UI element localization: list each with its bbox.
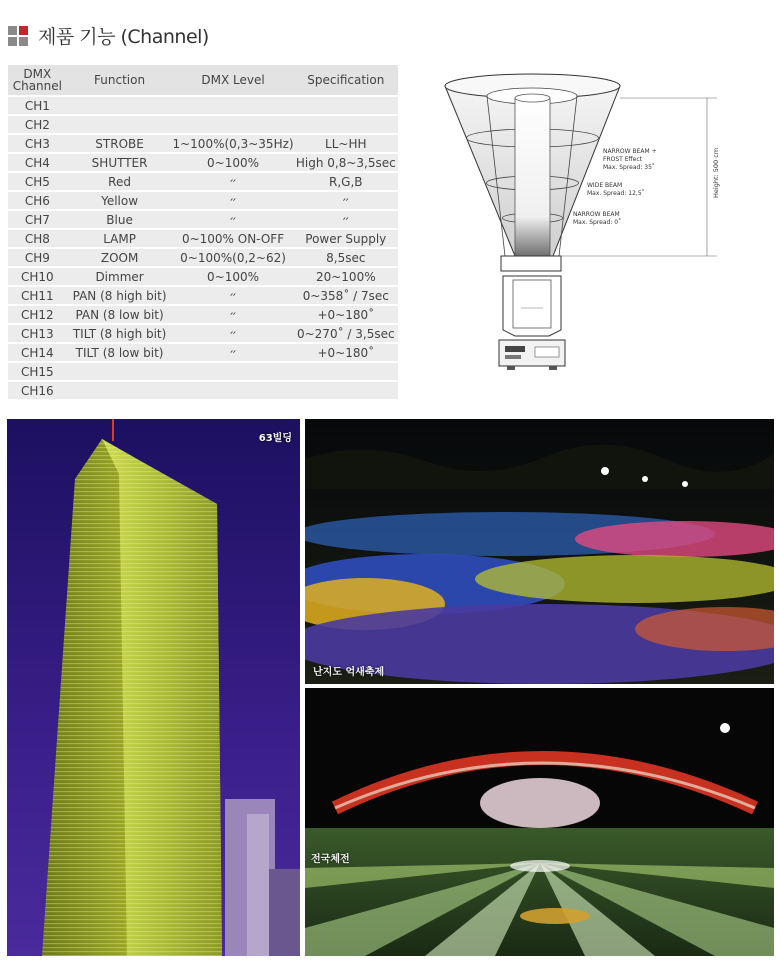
table-row	[8, 211, 398, 228]
beam1-label-line1: NARROW BEAM +	[603, 148, 657, 155]
cell-level	[172, 382, 293, 399]
cell-function: Yellow	[67, 192, 173, 209]
photo-label-building: 63빌딩	[258, 433, 292, 444]
table-row	[8, 268, 398, 285]
cell-channel: CH14	[8, 344, 67, 361]
cell-channel: CH9	[8, 249, 67, 266]
cell-function	[67, 382, 173, 399]
cell-function	[67, 116, 173, 133]
cell-function: TILT (8 low bit)	[67, 344, 173, 361]
cell-channel: CH15	[8, 363, 67, 380]
beam3-label-line1: NARROW BEAM	[573, 211, 620, 218]
photo-label-stadium: 전국체전	[311, 854, 350, 865]
beam2-label-line2: Max. Spread: 12,5˚	[587, 190, 645, 197]
cell-spec: +0~180˚	[294, 306, 398, 323]
section-heading	[8, 22, 209, 49]
cell-spec	[294, 97, 398, 114]
cell-spec: ״	[294, 192, 398, 209]
cell-function	[67, 363, 173, 380]
cell-level: 0~100%	[172, 154, 293, 171]
cell-function: PAN (8 low bit)	[67, 306, 173, 323]
cell-spec: 8,5sec	[294, 249, 398, 266]
cell-channel: CH16	[8, 382, 67, 399]
photo-label-festival: 난지도 억새축제	[313, 667, 385, 678]
table-row	[8, 192, 398, 209]
header-level: DMX Level	[172, 65, 293, 95]
cell-function: Red	[67, 173, 173, 190]
cell-level	[172, 97, 293, 114]
cell-channel: CH5	[8, 173, 67, 190]
table-row	[8, 154, 398, 171]
table-row	[8, 116, 398, 133]
cell-function: LAMP	[67, 230, 173, 247]
cell-function	[67, 97, 173, 114]
cell-level: 0~100%(0,2~62)	[172, 249, 293, 266]
page-title: 제품 기능 (Channel)	[38, 26, 209, 48]
cell-spec: 0~270˚ / 3,5sec	[294, 325, 398, 342]
cell-level: 1~100%(0,3~35Hz)	[172, 136, 294, 151]
table-row	[8, 135, 398, 152]
table-row	[8, 344, 398, 361]
cell-channel: CH12	[8, 306, 67, 323]
narrow-beam-column	[515, 98, 550, 256]
cell-function: PAN (8 high bit)	[67, 287, 173, 304]
cell-function: TILT (8 high bit)	[67, 325, 173, 342]
photo-festival	[305, 419, 774, 684]
table-row	[8, 230, 398, 247]
table-row	[8, 249, 398, 266]
channel-table	[8, 63, 398, 401]
cell-spec	[294, 116, 398, 133]
cell-spec	[294, 382, 398, 399]
table-row	[8, 382, 398, 399]
cell-level: ״	[172, 192, 293, 209]
cell-channel: CH13	[8, 325, 67, 342]
cell-spec: 20~100%	[294, 268, 398, 285]
photo-63-building	[7, 419, 300, 956]
cell-level: ״	[172, 173, 293, 190]
cell-level: ״	[172, 211, 293, 228]
photo-stadium	[305, 688, 774, 956]
table-row	[8, 325, 398, 342]
cell-level: ״	[172, 344, 293, 361]
cell-spec: R,G,B	[294, 173, 398, 190]
cell-channel: CH1	[8, 97, 67, 114]
cell-channel: CH11	[8, 287, 67, 304]
cell-channel: CH10	[8, 268, 67, 285]
cell-level	[172, 363, 293, 380]
cell-channel: CH4	[8, 154, 67, 171]
cell-level	[172, 116, 293, 133]
cell-spec: ״	[294, 211, 398, 228]
table-body	[8, 97, 398, 399]
table-row	[8, 97, 398, 114]
cell-function: SHUTTER	[67, 154, 173, 171]
table-row	[8, 363, 398, 380]
table-row	[8, 287, 398, 304]
square-bullet-icon	[8, 26, 28, 46]
cell-spec	[294, 363, 398, 380]
beam-diagram	[435, 68, 735, 388]
cell-function: Blue	[67, 211, 173, 228]
cell-channel: CH6	[8, 192, 67, 209]
cell-channel: CH3	[8, 135, 67, 152]
header-function: Function	[67, 65, 173, 95]
cell-level: 0~100% ON-OFF	[172, 230, 293, 247]
cell-spec: 0~358˚ / 7sec	[294, 287, 398, 304]
header-spec: Specification	[294, 65, 398, 95]
cell-spec: High 0,8~3,5sec	[294, 154, 398, 171]
cell-channel: CH8	[8, 230, 67, 247]
header-channel: DMX Channel	[8, 65, 67, 95]
cell-spec: +0~180˚	[294, 344, 398, 361]
table-row	[8, 173, 398, 190]
beam3-label-line2: Max. Spread: 0˚	[573, 219, 622, 226]
beam1-label-line3: Max. Spread: 35˚	[603, 164, 655, 171]
cell-function: STROBE	[67, 135, 173, 152]
cell-channel: CH7	[8, 211, 67, 228]
cell-level: ״	[172, 306, 293, 323]
table-row	[8, 306, 398, 323]
beam1-label-line2: FROST Effect	[603, 156, 642, 163]
beam2-label-line1: WIDE BEAM	[587, 182, 623, 189]
cell-channel: CH2	[8, 116, 67, 133]
table-header-row	[8, 65, 398, 95]
cell-function: ZOOM	[67, 249, 173, 266]
height-label: Height: 500 cm	[712, 147, 720, 198]
cell-level: ״	[172, 287, 293, 304]
cell-level: 0~100%	[172, 268, 293, 285]
cell-spec: LL~HH	[294, 135, 398, 152]
cell-function: Dimmer	[67, 268, 173, 285]
cell-spec: Power Supply	[294, 230, 398, 247]
fixture-head	[501, 256, 561, 271]
cell-level: ״	[172, 325, 293, 342]
